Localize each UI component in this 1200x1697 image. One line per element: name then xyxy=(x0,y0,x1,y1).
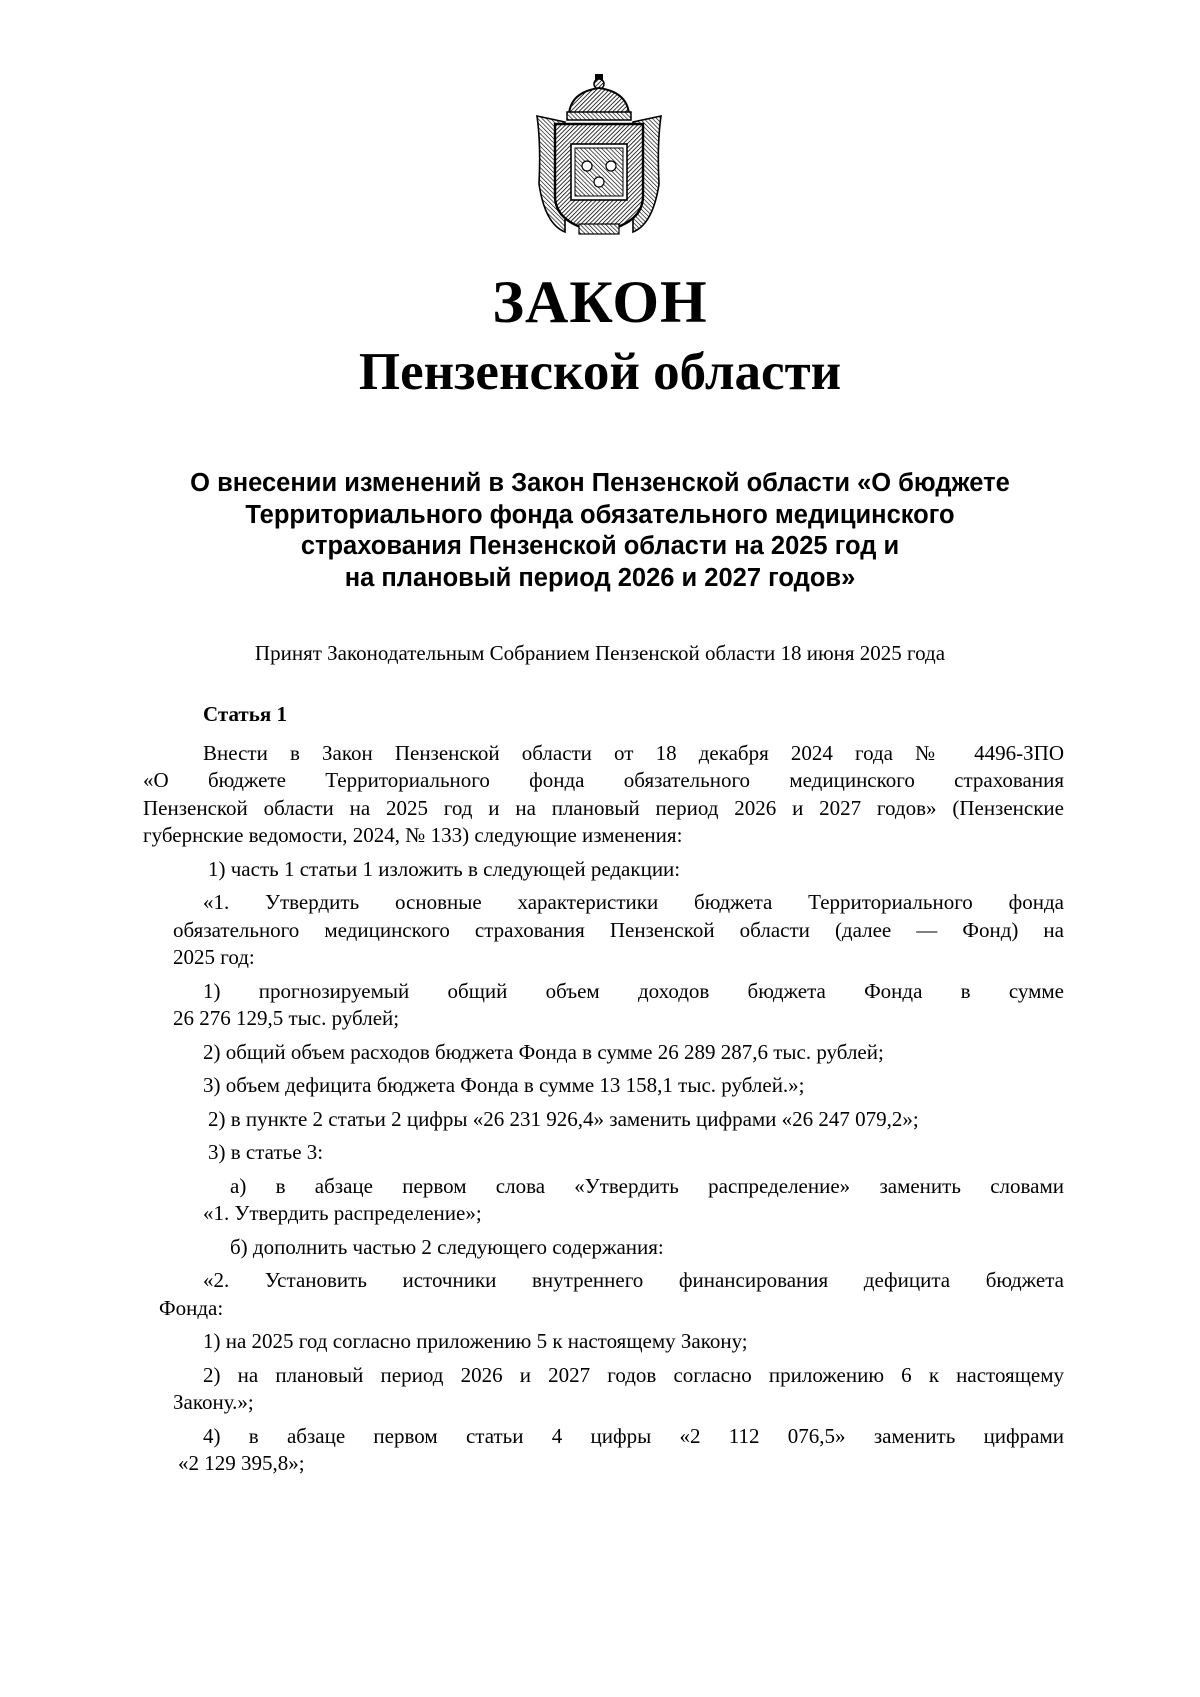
adoption-note: Принят Законодательным Собранием Пензенской области 18 июня 2025 года xyxy=(254,641,946,665)
paragraph-line: Фонда: xyxy=(159,1295,224,1320)
document-type-title: ЗАКОН xyxy=(492,269,708,335)
paragraph-line: 1) прогнозируемый общий объем доходов бюджета Фонда в сумме xyxy=(203,978,1064,1003)
region-title: Пензенской области xyxy=(358,343,842,401)
list-item: 3) в статье 3: xyxy=(208,1140,324,1164)
list-item: 3) объем дефицита бюджета Фонда в сумме 13 158,1 тыс. рублей.»; xyxy=(203,1073,805,1097)
heading-line: на плановый период 2026 и 2027 годов» xyxy=(344,563,856,592)
paragraph-line: 26 276 129,5 тыс. рублей; xyxy=(173,1006,400,1030)
heading-line: Территориального фонда обязательного медицинского xyxy=(245,500,955,529)
paragraph-line: «2 129 395,8»; xyxy=(178,1451,305,1475)
heading-line: страхования Пензенской области на 2025 год и xyxy=(300,532,900,560)
paragraph-line: «2. Установить источники внутреннего финансирования дефицита бюджета xyxy=(203,1268,1064,1292)
paragraph-line: «О бюджете Территориального фонда обязательного медицинского страхования xyxy=(143,768,1064,792)
paragraph-line: Пензенской области на 2025 год и на плановый период 2026 и 2027 годов» (Пензенские xyxy=(143,795,1064,820)
list-item: 1) часть 1 статьи 1 изложить в следующей редакции: xyxy=(208,856,681,881)
law-heading xyxy=(120,468,1080,594)
paragraph-line: «1. Утвердить распределение»; xyxy=(203,1201,482,1225)
list-item: 2) общий объем расходов бюджета Фонда в сумме 26 289 287,6 тыс. рублей; xyxy=(203,1039,884,1064)
list-item: 2) в пункте 2 статьи 2 цифры «26 231 926,4» заменить цифрами «26 247 079,2»; xyxy=(208,1106,919,1131)
paragraph-line: а) в абзаце первом слова «Утвердить распределение» заменить словами xyxy=(230,1173,1064,1198)
paragraph-line: 2) на плановый период 2026 и 2027 годов согласно приложению 6 к настоящему xyxy=(203,1362,1064,1387)
paragraph-line: Внести в Закон Пензенской области от 18 декабря 2024 года № 4496-ЗПО xyxy=(203,740,1064,765)
list-item: 1) на 2025 год согласно приложению 5 к настоящему Закону; xyxy=(203,1329,748,1353)
paragraph-line: Закону.»; xyxy=(173,1390,254,1414)
article-title: Статья 1 xyxy=(203,702,287,726)
paragraph-line: 4) в абзаце первом статьи 4 цифры «2 112 076,5» заменить цифрами xyxy=(203,1423,1064,1448)
list-item: б) дополнить частью 2 следующего содержания: xyxy=(230,1234,664,1259)
paragraph-line: «1. Утвердить основные характеристики бюджета Территориального фонда xyxy=(203,890,1064,914)
paragraph-line: обязательного медицинского страхования Пензенской области (далее — Фонд) на xyxy=(173,917,1064,942)
paragraph-line: 2025 год: xyxy=(173,945,255,969)
paragraph-line: губернские ведомости, 2024, № 133) следующие изменения: xyxy=(143,823,683,847)
law-body xyxy=(143,701,1064,1478)
coat-of-arms-icon xyxy=(531,74,667,236)
heading-line: О внесении изменений в Закон Пензенской области «О бюджете xyxy=(190,469,1010,497)
